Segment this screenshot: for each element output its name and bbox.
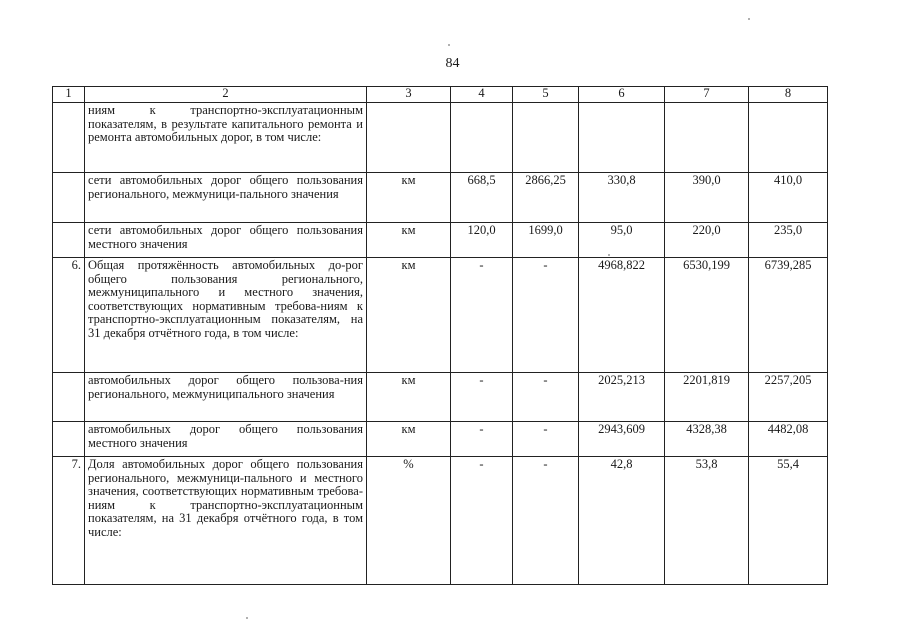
table-row: [53, 258, 828, 373]
row-number: [53, 373, 85, 422]
row-unit: %: [367, 457, 451, 585]
cell-col6: 4968,822: [579, 258, 665, 373]
row-unit: км: [367, 258, 451, 373]
row-number: [53, 103, 85, 173]
cell-col8: 235,0: [749, 223, 828, 258]
header-cell: 3: [367, 87, 451, 103]
cell-col8: 410,0: [749, 173, 828, 223]
scan-speck: [608, 254, 610, 256]
row-description: сети автомобильных дорог общего пользования местного значения: [85, 223, 367, 258]
table-row: [53, 173, 828, 223]
row-description: автомобильных дорог общего пользова-ния регионального, межмуниципального значения: [85, 373, 367, 422]
cell-col5: -: [513, 258, 579, 373]
cell-col7: 4328,38: [665, 422, 749, 457]
data-table: [52, 86, 828, 585]
row-unit: км: [367, 373, 451, 422]
cell-col5: [513, 103, 579, 173]
table-header-row: [53, 87, 828, 103]
cell-col7: [665, 103, 749, 173]
row-number: 7.: [53, 457, 85, 585]
cell-col7: 53,8: [665, 457, 749, 585]
scan-speck: [448, 44, 450, 46]
cell-col4: -: [451, 258, 513, 373]
row-description: сети автомобильных дорог общего пользования регионального, межмуници-пального значения: [85, 173, 367, 223]
row-number: 6.: [53, 258, 85, 373]
cell-col6: 2025,213: [579, 373, 665, 422]
row-unit: км: [367, 173, 451, 223]
row-description: Доля автомобильных дорог общего пользования регионального, межмуници-пального и местного значения, соответствующих нормативным требова-ниям к транспортно-эксплуатационным показателям, на 31 декабря отчётного года, в том числе:: [85, 457, 367, 585]
cell-col4: -: [451, 373, 513, 422]
cell-col4: 120,0: [451, 223, 513, 258]
table-row: [53, 223, 828, 258]
cell-col5: 1699,0: [513, 223, 579, 258]
cell-col5: 2866,25: [513, 173, 579, 223]
cell-col7: 2201,819: [665, 373, 749, 422]
cell-col6: 42,8: [579, 457, 665, 585]
cell-col4: 668,5: [451, 173, 513, 223]
cell-col7: 6530,199: [665, 258, 749, 373]
cell-col5: -: [513, 457, 579, 585]
cell-col8: 6739,285: [749, 258, 828, 373]
header-cell: 2: [85, 87, 367, 103]
scan-speck: [748, 18, 750, 20]
page-number: 84: [445, 56, 460, 71]
cell-col4: -: [451, 422, 513, 457]
cell-col8: 4482,08: [749, 422, 828, 457]
table-row: [53, 103, 828, 173]
header-cell: 8: [749, 87, 828, 103]
row-number: [53, 223, 85, 258]
cell-col7: 220,0: [665, 223, 749, 258]
row-number: [53, 173, 85, 223]
row-unit: км: [367, 223, 451, 258]
row-description: Общая протяжённость автомобильных до-рог общего пользования регионального, межмуниципального и местного значения, соответствующих нормативным требова-ниям к транспортно-эксплуатационным показателям, на 31 декабря отчётного года, в том числе:: [85, 258, 367, 373]
cell-col6: 330,8: [579, 173, 665, 223]
cell-col4: [451, 103, 513, 173]
cell-col6: 95,0: [579, 223, 665, 258]
cell-col8: 2257,205: [749, 373, 828, 422]
table-row: [53, 457, 828, 585]
row-number: [53, 422, 85, 457]
header-cell: 6: [579, 87, 665, 103]
header-cell: 5: [513, 87, 579, 103]
row-description: ниям к транспортно-эксплуатационным показателям, в результате капитального ремонта и ремонта автомобильных дорог, в том числе:: [85, 103, 367, 173]
cell-col4: -: [451, 457, 513, 585]
header-cell: 1: [53, 87, 85, 103]
table-row: [53, 422, 828, 457]
row-description: автомобильных дорог общего пользования местного значения: [85, 422, 367, 457]
scan-speck: [246, 617, 248, 619]
cell-col8: [749, 103, 828, 173]
cell-col6: 2943,609: [579, 422, 665, 457]
row-unit: [367, 103, 451, 173]
row-unit: км: [367, 422, 451, 457]
header-cell: 4: [451, 87, 513, 103]
cell-col7: 390,0: [665, 173, 749, 223]
header-cell: 7: [665, 87, 749, 103]
table-row: [53, 373, 828, 422]
cell-col5: -: [513, 373, 579, 422]
cell-col8: 55,4: [749, 457, 828, 585]
cell-col5: -: [513, 422, 579, 457]
cell-col6: [579, 103, 665, 173]
